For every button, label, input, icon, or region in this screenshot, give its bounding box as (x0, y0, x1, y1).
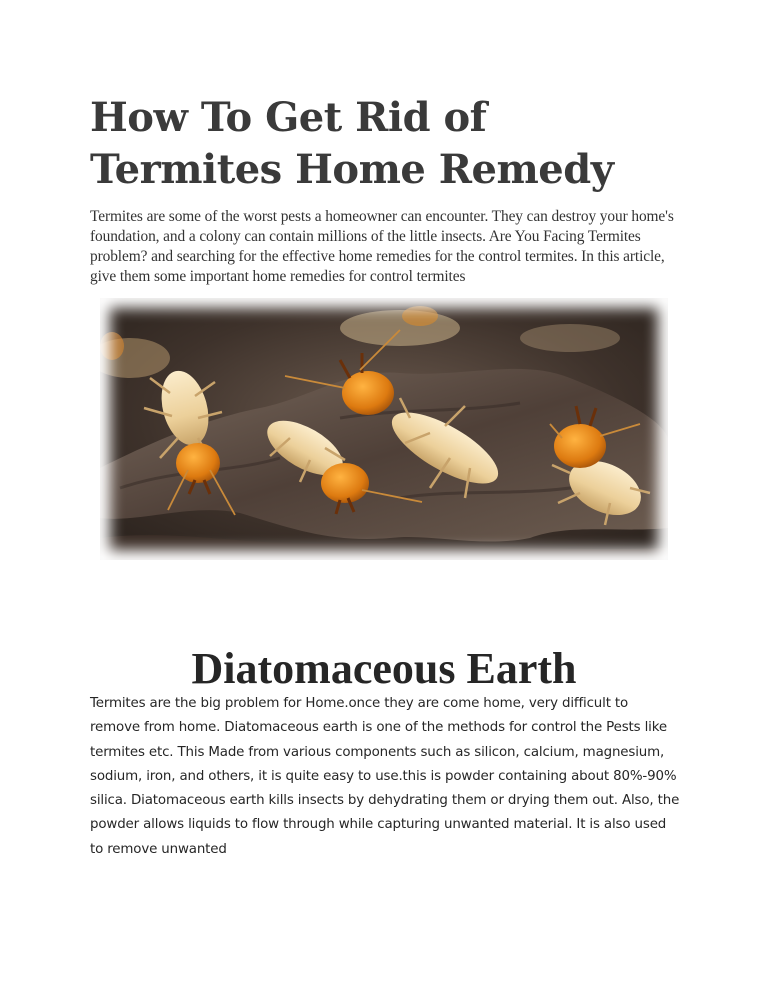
section-body: Termites are the big problem for Home.once they are come home, very difficult to remove from home. Diatomaceous earth is one of the methods for control the Pests like termites etc. This Made from various components such as silicon, calcium, magnesium, sodium, iron, and others, it is quite easy to use.this is powder containing about 80%-90% silica. Diatomaceous earth kills insects by dehydrating them or drying them out. Also, the powder allows liquids to flow through while capturing unwanted material. It is also used to remove unwanted (90, 696, 680, 857)
termites-illustration (100, 298, 668, 560)
termites-photo (100, 298, 668, 560)
page-title: How To Get Rid of Termites Home Remedy (90, 94, 614, 193)
intro-paragraph: Termites are some of the worst pests a homeowner can encounter. They can destroy your home's foundation, and a colony can contain millions of the little insects. Are You Facing Termites problem? and searching for the effective home remedies for the control termites. In this article, give them some important home remedies for control termites (90, 208, 674, 285)
section-heading: Diatomaceous Earth (191, 644, 577, 693)
